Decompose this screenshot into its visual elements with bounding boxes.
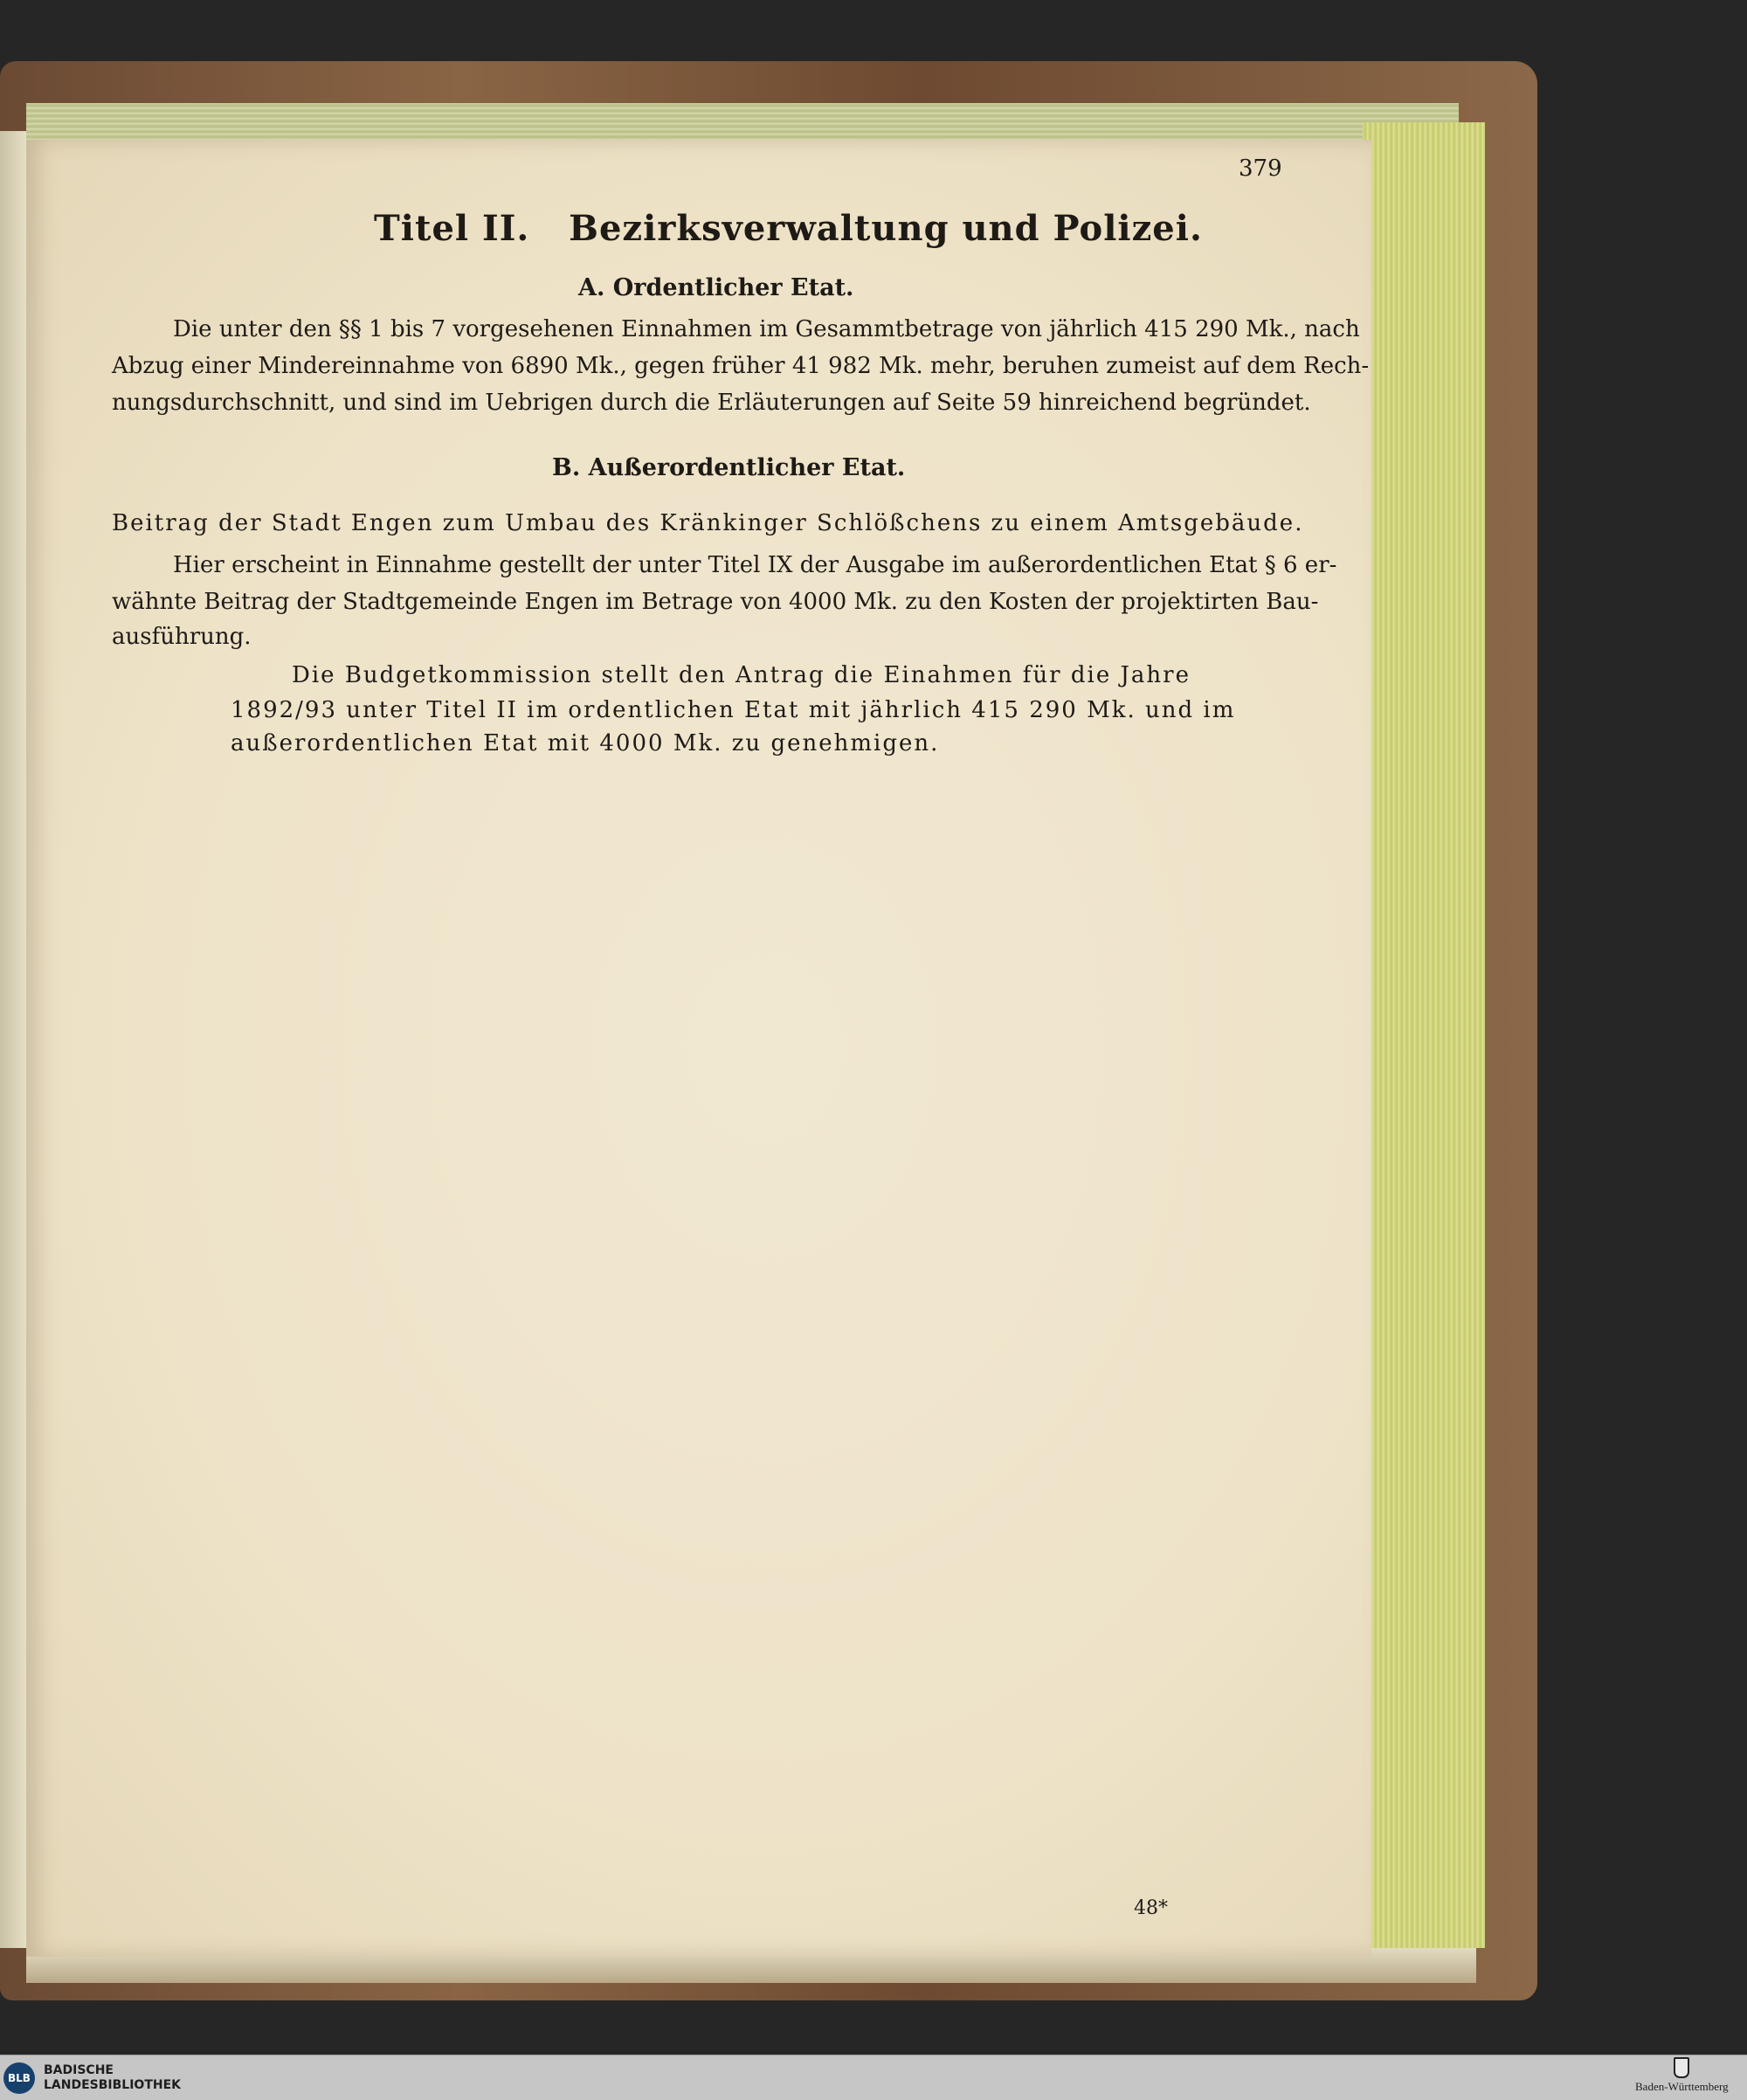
page-title: Titel II. Bezirksverwaltung und Polizei. [374, 208, 1203, 249]
baden-wuerttemberg-crest-icon [1674, 2057, 1689, 2078]
section-b-line-2-text: wähnte Beitrag der Stadtgemeinde Engen im Betrage von 4000 Mk. zu den Kosten der projektirten Bau- [112, 589, 1319, 615]
section-b-line-1 [173, 552, 1336, 578]
bleed-through [376, 611, 1162, 655]
section-a-line-3 [112, 390, 1311, 416]
section-a-line-2-text: Abzug einer Mindereinnahme von 6890 Mk., gegen früher 41 982 Mk. mehr, beruhen zumeist auf dem Rech- [112, 353, 1370, 379]
previous-page-edge [0, 131, 26, 1948]
section-b-subheading [112, 510, 1303, 536]
library-footer [0, 2055, 1747, 2100]
library-name-line-1: BADISCHE [44, 2063, 114, 2077]
section-b-line-2 [112, 589, 1318, 615]
page-number: 379 [1239, 155, 1282, 182]
section-b-line-3: ausführung. [112, 624, 252, 650]
section-b-line-1-text: Hier erscheint in Einnahme gestellt der unter Titel IX der Ausgabe im außerordentlichen Etat § 6 er- [173, 552, 1337, 578]
blb-logo[interactable]: BLB [3, 2062, 35, 2094]
library-name-line-2: LANDESBIBLIOTHEK [44, 2078, 182, 2092]
baden-wuerttemberg-label: Baden-Württemberg [1635, 2080, 1729, 2093]
section-a-heading: A. Ordentlicher Etat. [578, 274, 854, 301]
motion-line-2 [231, 697, 1235, 723]
section-a-line-2 [112, 353, 1370, 379]
motion-line-3: außerordentlichen Etat mit 4000 Mk. zu genehmigen. [231, 730, 940, 756]
motion-line-1-text: Die Budgetkommission stellt den Antrag die Einahmen für die Jahre [292, 662, 1191, 688]
motion-line-1 [292, 662, 1191, 688]
section-b-heading: B. Außerordentlicher Etat. [552, 454, 906, 481]
section-a-line-1-text: Die unter den §§ 1 bis 7 vorgesehenen Einnahmen im Gesammtbetrage von jährlich 415 290 Mk., nach [173, 316, 1360, 342]
section-a-line-3-text: nungsdurchschnitt, und sind im Uebrigen durch die Erläuterungen auf Seite 59 hinreichend begründet. [112, 390, 1311, 416]
section-a-line-1 [173, 316, 1360, 342]
signature-mark: 48* [1134, 1897, 1168, 1919]
library-name [44, 2063, 181, 2093]
page-stack-fore-edge [1363, 122, 1485, 1948]
section-b-subheading-text: Beitrag der Stadt Engen zum Umbau des Kränkinger Schlößchens zu einem Amtsgebäude. [112, 510, 1304, 536]
motion-line-2-text: 1892/93 unter Titel II im ordentlichen Etat mit jährlich 415 290 Mk. und im [231, 697, 1236, 723]
